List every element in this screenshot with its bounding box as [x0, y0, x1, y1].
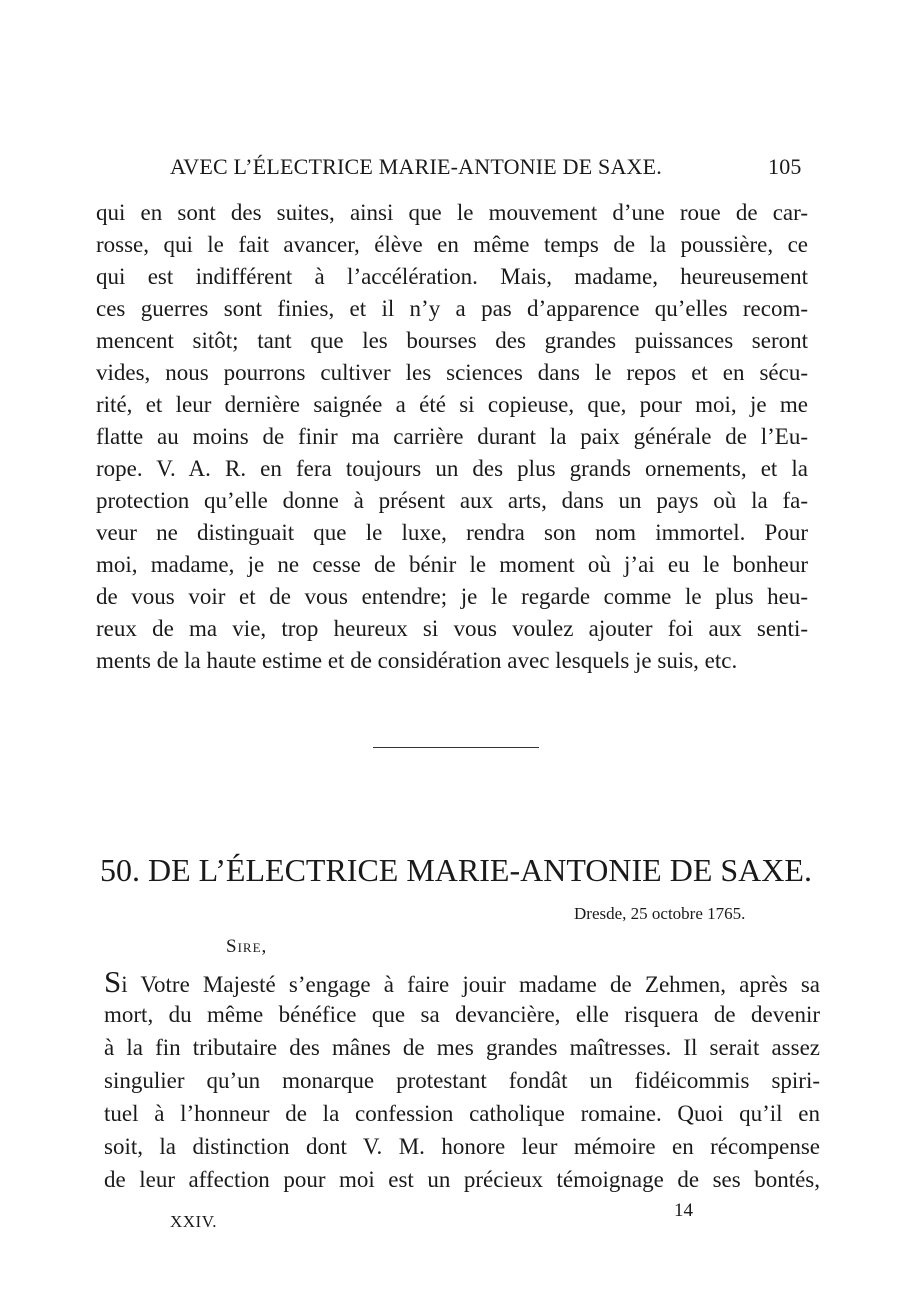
signature-mark: XXIV. [170, 1212, 218, 1231]
first-line-text: i Votre Majesté s’engage à faire jouir madame de Zehmen, après sa [121, 972, 820, 997]
folio-number: 14 [674, 1200, 693, 1221]
text-line: mencent sitôt; tant que les bourses des grandes puissances seront [96, 328, 808, 353]
running-title: AVEC L’ÉLECTRICE MARIE-ANTONIE DE SAXE. [170, 154, 662, 179]
text-line: vides, nous pourrons cultiver les sciences dans le repos et en sécu- [96, 360, 808, 385]
text-line: protection qu’elle donne à présent aux arts, dans un pays où la fa- [96, 488, 808, 513]
text-line: veur ne distinguait que le luxe, rendra son nom immortel. Pour [96, 520, 808, 545]
text-line: à la fin tributaire des mânes de mes grandes maîtresses. Il serait assez [104, 1035, 820, 1060]
text-line: reux de ma vie, trop heureux si vous voulez ajouter foi aux senti- [96, 616, 808, 641]
text-line: singulier qu’un monarque protestant fondât un fidéicommis spiri- [104, 1068, 820, 1093]
salutation: Sire, [226, 936, 268, 957]
text-line: qui est indifférent à l’accélération. Mais, madame, heureusement [96, 264, 808, 289]
text-line: de leur affection pour moi est un précieux témoignage de ses bontés, [104, 1167, 820, 1192]
text-line: soit, la distinction dont V. M. honore leur mémoire en récompense [104, 1134, 820, 1159]
dateline: Dresde, 25 octobre 1765. [574, 904, 746, 923]
letter-heading: 50. DE L’ÉLECTRICE MARIE-ANTONIE DE SAXE. [100, 852, 812, 888]
text-line: mort, du même bénéfice que sa devancière, elle risquera de devenir [104, 1002, 820, 1027]
text-line: tuel à l’honneur de la confession catholique romaine. Quoi qu’il en [104, 1101, 820, 1126]
section-divider [373, 747, 539, 748]
text-line: rosse, qui le fait avancer, élève en même temps de la poussière, ce [96, 232, 808, 257]
text-line: qui en sont des suites, ainsi que le mouvement d’une roue de car- [96, 200, 808, 225]
drop-cap: S [104, 964, 122, 999]
text-line: flatte au moins de finir ma carrière durant la paix générale de l’Eu- [96, 424, 808, 449]
first-text-line [104, 965, 820, 998]
letter-text [104, 965, 820, 1196]
page-number: 105 [768, 154, 802, 179]
text-line: rope. V. A. R. en fera toujours un des plus grands ornements, et la [96, 456, 808, 481]
text-line: ces guerres sont finies, et il n’y a pas d’apparence qu’elles recom- [96, 296, 808, 321]
running-head [170, 152, 810, 184]
text-line: de vous voir et de vous entendre; je le regarde comme le plus heu- [96, 584, 808, 609]
text-line: moi, madame, je ne cesse de bénir le moment où j’ai eu le bonheur [96, 552, 808, 577]
previous-letter-text [96, 197, 808, 677]
text-line: ments de la haute estime et de considération avec lesquels je suis, etc. [96, 648, 738, 673]
text-line: rité, et leur dernière saignée a été si copieuse, que, pour moi, je me [96, 392, 808, 417]
